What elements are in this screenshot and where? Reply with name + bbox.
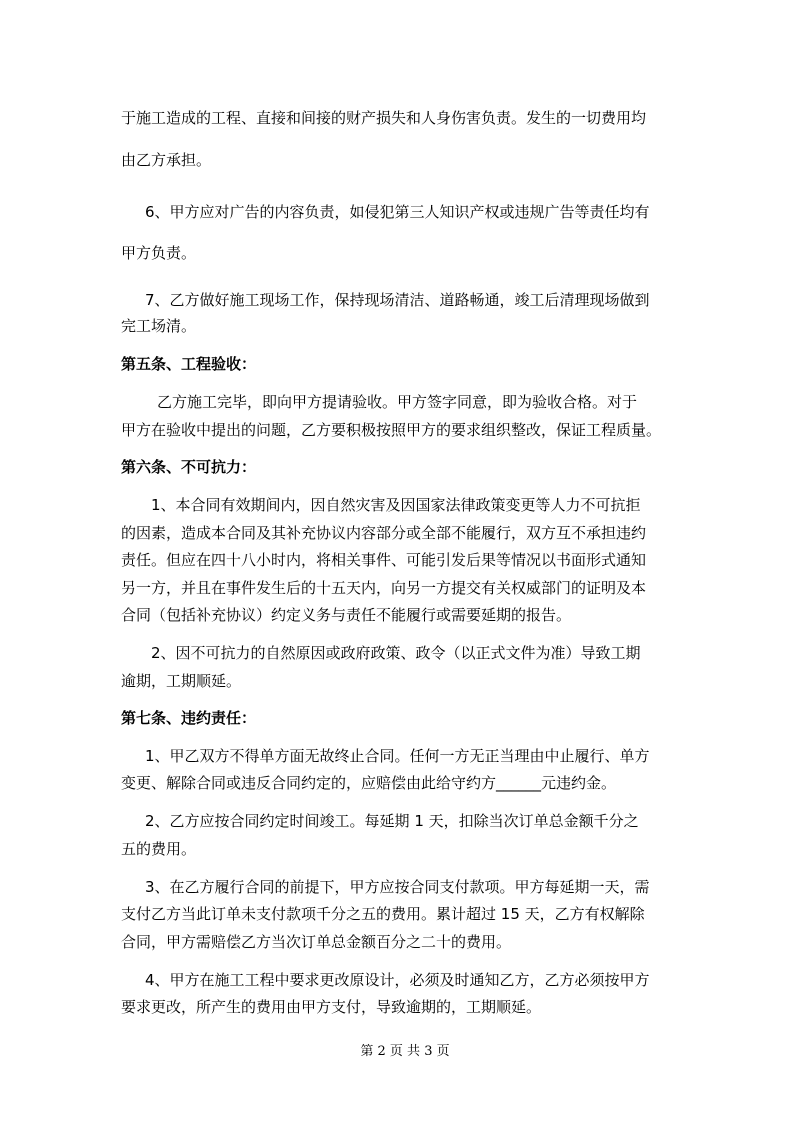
body-line: 7、乙方做好施工现场工作，保持现场清洁、道路畅通，竣工后清理现场做到 (145, 291, 650, 309)
body-line: 1、本合同有效期间内，因自然灾害及因国家法律政策变更等人力不可抗拒 (151, 496, 641, 514)
section-heading: 第五条、工程验收： (121, 355, 257, 373)
body-line: 另一方，并且在事件发生后的十五天内，向另一方提交有关权威部门的证明及本 (121, 579, 647, 597)
body-line: 合同，甲方需赔偿乙方当次订单总金额百分之二十的费用。 (121, 933, 512, 951)
body-line: 的因素，造成本合同及其补充协议内容部分或全部不能履行，双方互不承担违约 (121, 524, 647, 542)
body-line: 要求更改，所产生的费用由甲方支付，导致逾期的，工期顺延。 (121, 998, 542, 1016)
body-line: 1、甲乙双方不得单方面无故终止合同。任何一方无正当理由中止履行、单方 (145, 747, 650, 765)
body-line: 6、甲方应对广告的内容负责，如侵犯第三人知识产权或违规广告等责任均有 (145, 203, 650, 221)
body-line: 责任。但应在四十八小时内，将相关事件、可能引发后果等情况以书面形式通知 (121, 551, 647, 569)
body-line: 由乙方承担。 (121, 151, 212, 169)
body-line: 2、因不可抗力的自然原因或政府政策、政令（以正式文件为准）导致工期 (151, 644, 641, 662)
body-line: 变更、解除合同或违反合同约定的，应赔偿由此给守约方______元违约金。 (121, 774, 617, 792)
body-line: 逾期，工期顺延。 (121, 672, 242, 690)
section-heading: 第七条、违约责任： (121, 709, 257, 727)
body-line: 4、甲方在施工工程中要求更改原设计，必须及时通知乙方，乙方必须按甲方 (145, 971, 650, 989)
body-line: 甲方在验收中提出的问题，乙方要积极按照甲方的要求组织整改，保证工程质量。 (121, 421, 662, 439)
body-line: 甲方负责。 (121, 244, 197, 262)
body-line: 乙方施工完毕，即向甲方提请验收。甲方签字同意，即为验收合格。对于 (157, 393, 638, 411)
body-line: 完工场清。 (121, 317, 197, 335)
body-line: 五的费用。 (121, 840, 197, 858)
page-number-footer: 第 2 页 共 3 页 (360, 1044, 450, 1059)
body-line: 支付乙方当此订单未支付款项千分之五的费用。累计超过 15 天，乙方有权解除 (121, 905, 645, 923)
section-heading: 第六条、不可抗力： (121, 458, 257, 476)
body-line: 合同（包括补充协议）约定义务与责任不能履行或需要延期的报告。 (121, 606, 572, 624)
body-line: 3、在乙方履行合同的前提下，甲方应按合同支付款项。甲方每延期一天，需 (145, 878, 650, 896)
body-line: 于施工造成的工程、直接和间接的财产损失和人身伤害负责。发生的一切费用均 (121, 109, 647, 127)
body-line: 2、乙方应按合同约定时间竣工。每延期 1 天，扣除当次订单总金额千分之 (145, 812, 639, 830)
